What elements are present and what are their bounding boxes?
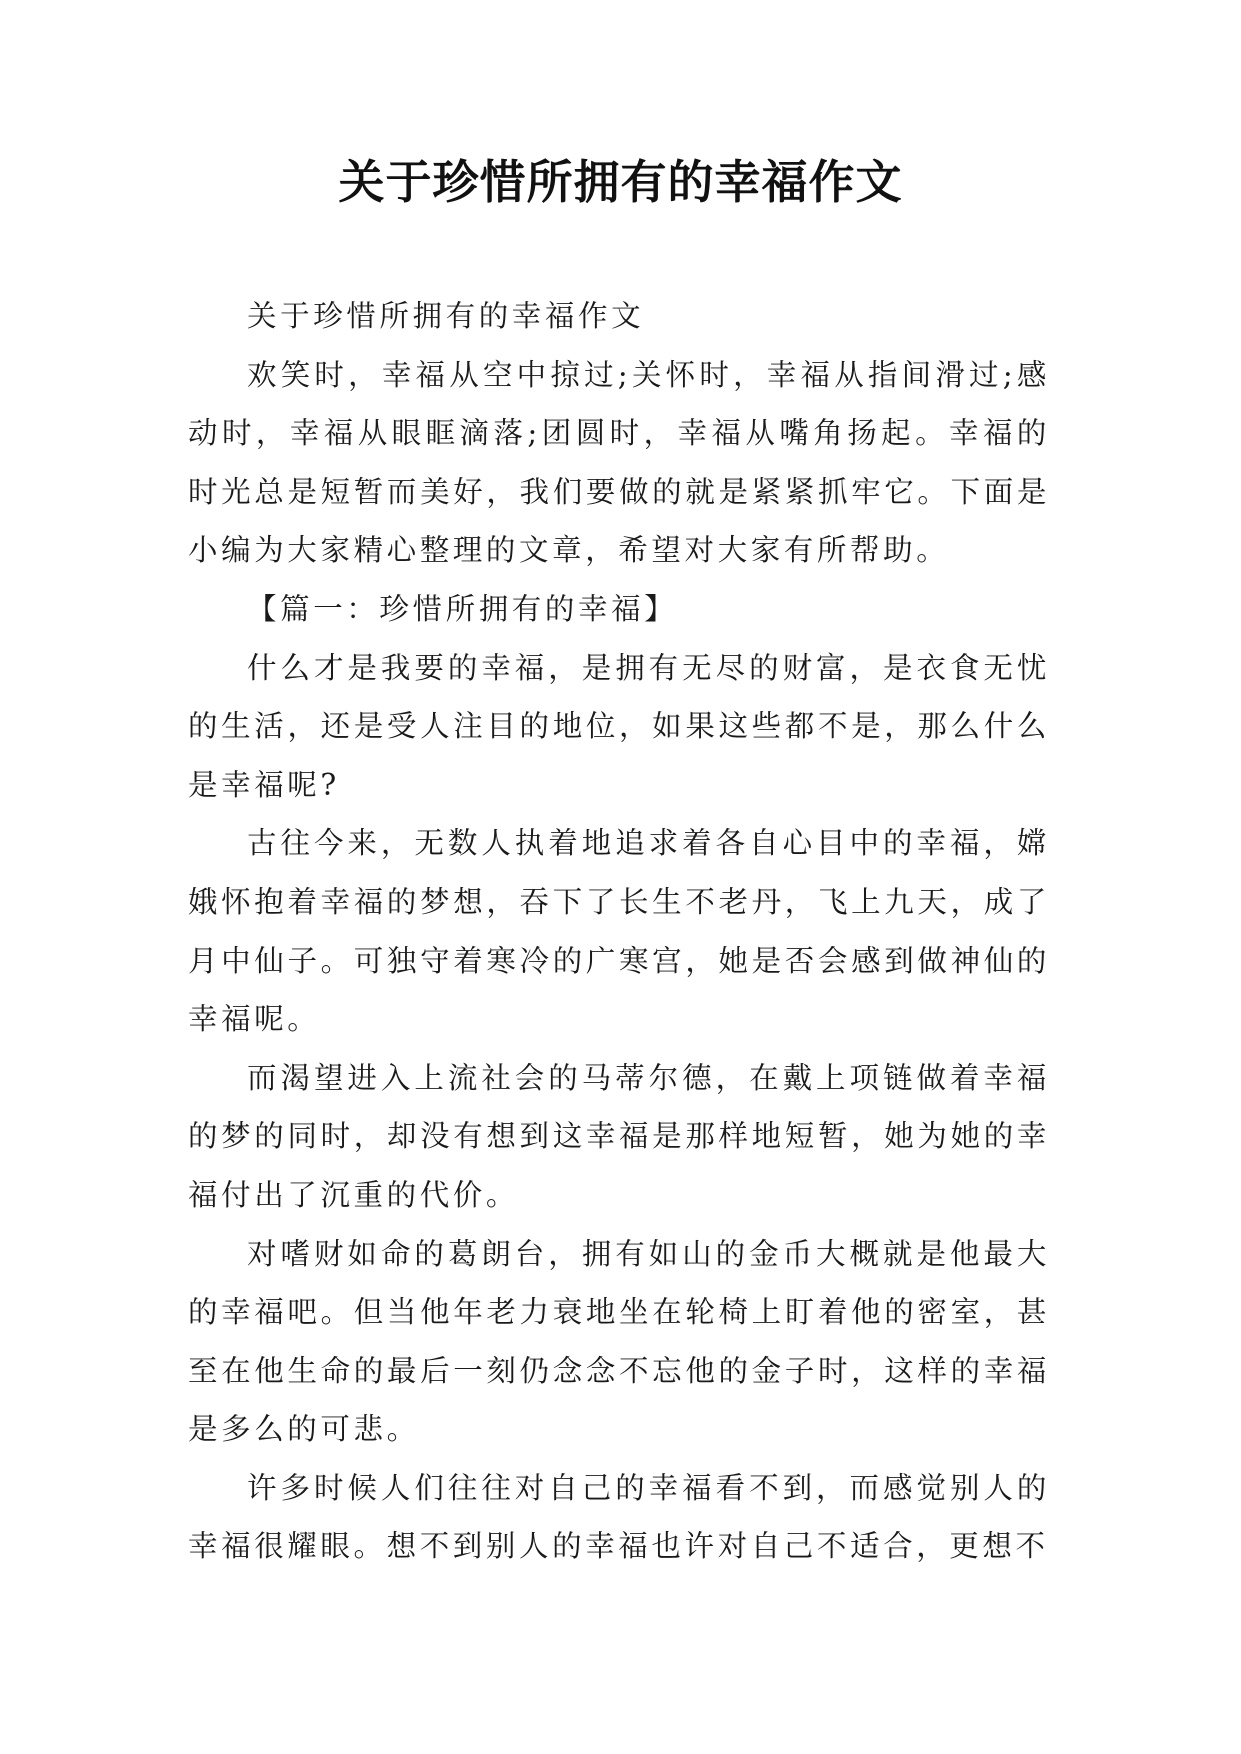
paragraph: 而渴望进入上流社会的马蒂尔德，在戴上项链做着幸福的梦的同时，却没有想到这幸福是那样地短暂，她为她的幸福付出了沉重的代价。 [188, 1060, 1050, 1212]
paragraph-subtitle: 关于珍惜所拥有的幸福作文 [247, 299, 645, 333]
paragraph: 许多时候人们往往对自己的幸福看不到，而感觉别人的幸福很耀眼。想不到别人的幸福也许对自己不适合，更想不 [188, 1470, 1050, 1564]
paragraph: 古往今来，无数人执着地追求着各自心目中的幸福，嫦娥怀抱着幸福的梦想，吞下了长生不老丹，飞上九天，成了月中仙子。可独守着寒冷的广寒宫，她是否会感到做神仙的幸福呢。 [188, 826, 1050, 1037]
paragraph: 对嗜财如命的葛朗台，拥有如山的金币大概就是他最大的幸福吧。但当他年老力衰地坐在轮椅上盯着他的密室，甚至在他生命的最后一刻仍念念不忘他的金子时，这样的幸福是多么的可悲。 [188, 1236, 1050, 1447]
paragraph-intro: 欢笑时，幸福从空中掠过;关怀时，幸福从指间滑过;感动时，幸福从眼眶滴落;团圆时，幸福从嘴角扬起。幸福的时光总是短暂而美好，我们要做的就是紧紧抓牢它。下面是小编为大家精心整理的文章，希望对大家有所帮助。 [188, 357, 1050, 568]
section-heading: 【篇一：珍惜所拥有的幸福】 [247, 591, 678, 626]
document-body [188, 287, 1050, 1576]
paragraph: 什么才是我要的幸福，是拥有无尽的财富，是衣食无忧的生活，还是受人注目的地位，如果这些都不是，那么什么是幸福呢? [188, 650, 1050, 802]
document-title: 关于珍惜所拥有的幸福作文 [338, 155, 903, 209]
